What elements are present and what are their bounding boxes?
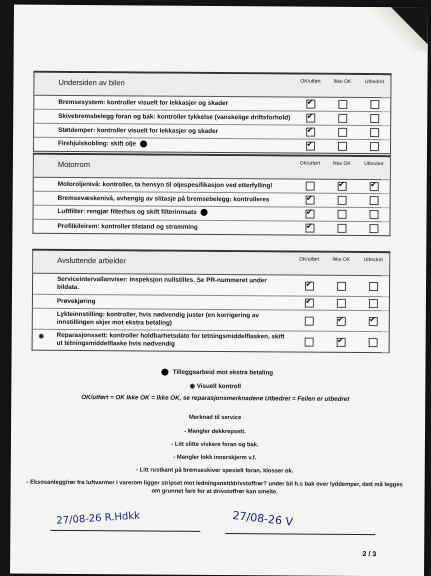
- checkbox-notok[interactable]: [336, 299, 345, 308]
- section-title: Avsluttende arbeider: [57, 255, 126, 266]
- checkbox-ok[interactable]: [306, 128, 315, 137]
- item-text: Støtdemper: kontroller visuelt for lekkasjer og skader: [58, 126, 219, 135]
- column-header-notok: Ikke OK: [333, 78, 352, 85]
- checkbox-cell: [293, 224, 325, 233]
- checkbox-cell: [357, 299, 389, 308]
- section-title: Undersiden av bilen: [58, 77, 125, 88]
- checkbox-done[interactable]: [369, 282, 378, 291]
- checkbox-cell: [358, 142, 390, 151]
- column-header-notok: Ikke OK: [332, 256, 351, 263]
- checkbox-cell: [294, 128, 326, 137]
- legend-extra: Tilleggsarbeid mot ekstra betaling: [35, 368, 395, 378]
- checkbox-notok[interactable]: [337, 224, 346, 233]
- checkbox-notok[interactable]: [338, 114, 347, 123]
- checkbox-ok[interactable]: [306, 114, 315, 123]
- checklist-row: [33, 274, 389, 297]
- checkbox-notok[interactable]: [336, 337, 345, 346]
- item-text: Prøvekjøring: [56, 297, 96, 305]
- checklist-section: [32, 153, 391, 236]
- checkbox-done[interactable]: [370, 128, 379, 137]
- checklist-item-label: [33, 274, 293, 296]
- checkbox-ok[interactable]: [304, 337, 313, 346]
- checklist-item-label: [33, 309, 293, 331]
- service-document-page: [10, 5, 428, 576]
- column-header-notok: Ikke OK: [332, 160, 351, 167]
- remark-line: - Litt rustkant på bremseskiver spesielt foran, klosser ok.: [136, 467, 294, 475]
- eye-icon: ◉: [189, 382, 197, 390]
- item-text: Bremsevæskenivå, avhengig av slitasje på bremsebelegg: kontrolleres: [57, 194, 270, 203]
- checkbox-cell: [326, 114, 358, 123]
- checkbox-cell: [358, 100, 390, 109]
- checkbox-ok[interactable]: [305, 182, 314, 191]
- checkbox-cell: [358, 196, 390, 205]
- checklist-item-label: [34, 138, 294, 152]
- extra-work-dot-icon: [140, 141, 147, 148]
- checkbox-ok[interactable]: [306, 100, 315, 109]
- checklist-item-label: [34, 206, 294, 220]
- checkbox-cell: [325, 316, 357, 325]
- checkbox-done[interactable]: [368, 338, 377, 347]
- checkbox-cell: [294, 210, 326, 219]
- checkbox-cell: [358, 128, 390, 137]
- checkbox-ok[interactable]: [304, 299, 313, 308]
- remarks-title: Merknad til service: [188, 414, 242, 422]
- item-text: Bremsesystem: kontroller visuelt for lekkasjer og skader: [58, 98, 229, 107]
- checklist-row: [33, 330, 389, 352]
- checklist-item-label: [34, 96, 294, 110]
- checkbox-cell: [293, 281, 325, 290]
- checkbox-cell: [357, 337, 389, 346]
- signature-line-left: [50, 530, 200, 532]
- checkbox-done[interactable]: [369, 210, 378, 219]
- checklist-section: [33, 71, 392, 154]
- checklist-item-label: [34, 178, 294, 192]
- checkbox-cell: [293, 337, 325, 346]
- column-header-done: Utbedret: [363, 257, 383, 264]
- checkbox-cell: [293, 316, 325, 325]
- checkbox-notok[interactable]: [338, 128, 347, 137]
- checkbox-notok[interactable]: [337, 196, 346, 205]
- checklist-row: [33, 220, 389, 235]
- checkbox-notok[interactable]: [337, 281, 346, 290]
- checkbox-done[interactable]: [369, 196, 378, 205]
- page-number: 2 / 3: [362, 551, 377, 559]
- item-text: Profilkileirem: kontroller tilstand og stramming: [57, 222, 198, 231]
- extra-work-dot-icon: [162, 369, 169, 376]
- checkbox-ok[interactable]: [305, 196, 314, 205]
- checkbox-cell: [294, 100, 326, 109]
- checkbox-cell: [358, 114, 390, 123]
- checkbox-cell: [326, 196, 358, 205]
- checkbox-done[interactable]: [368, 299, 377, 308]
- item-text: Serviceintervallanviser: inspeksjon nullstilles. Se PR-nummeret under bildata.: [57, 275, 267, 292]
- checkbox-notok[interactable]: [336, 316, 345, 325]
- checkbox-ok[interactable]: [305, 142, 314, 151]
- item-text: Reparasjonssett: kontroller holdbarhetsdato for tetningsmiddelflasken, skift ut tetningsmiddelflaske hvis nødvendig: [56, 331, 285, 348]
- column-header-done: Utbedret: [364, 161, 384, 168]
- checkbox-cell: [358, 210, 390, 219]
- checkbox-cell: [294, 196, 326, 205]
- checklist-item-label: [34, 192, 294, 206]
- checkbox-cell: [325, 299, 357, 308]
- checkbox-notok[interactable]: [337, 210, 346, 219]
- checklist-row: [34, 138, 390, 153]
- column-header-done: Utbedret: [364, 79, 385, 86]
- checklist-section: [32, 249, 391, 353]
- section-header: [34, 155, 390, 180]
- checklist-row: [33, 309, 389, 332]
- checkbox-ok[interactable]: [304, 316, 313, 325]
- section-header: [34, 73, 390, 98]
- checkbox-done[interactable]: [369, 224, 378, 233]
- checklist-item-label: [33, 220, 293, 234]
- checkbox-cell: [326, 182, 358, 191]
- column-header-ok: OK/utført: [300, 78, 321, 85]
- checkbox-cell: [357, 224, 389, 233]
- checkbox-cell: [326, 210, 358, 219]
- checkbox-ok[interactable]: [305, 224, 314, 233]
- checkbox-done[interactable]: [370, 114, 379, 123]
- checkbox-cell: [326, 142, 358, 151]
- checkbox-done[interactable]: [370, 100, 379, 109]
- section-header: [33, 251, 389, 276]
- column-header-ok: OK/utført: [299, 160, 321, 167]
- item-text: Luftfilter: rengjør filterhus og skift filterinnsats: [57, 208, 197, 217]
- item-text: Firehjulskobling: skift olje: [58, 140, 137, 148]
- eye-icon: ◉: [38, 333, 44, 340]
- checkbox-notok[interactable]: [337, 142, 346, 151]
- legend-codes: OK/utført = OK Ikke OK = Ikke OK, se reparasjonsmerknadene Utbedret = Feilen er utbedret: [81, 394, 350, 403]
- checkbox-cell: [294, 114, 326, 123]
- signature-right: 27/08-26 V: [231, 508, 294, 529]
- checklist-item-label: [33, 295, 293, 309]
- checklist-item-label: [34, 124, 294, 138]
- checkbox-cell: [358, 182, 390, 191]
- checkbox-cell: [357, 316, 389, 325]
- checkbox-cell: [294, 182, 326, 191]
- checkbox-ok[interactable]: [305, 281, 314, 290]
- checkbox-notok[interactable]: [337, 182, 346, 191]
- remark-line: - Eksosanlegg/rør fra luftvarmer i varerom ligger stripset mot ledningsnett/drivstoffrør? under bil h.s bak over lyddemper, dett må legges om grunnet fare for at drivstoffrør kan smelte.: [26, 479, 403, 496]
- item-text: Lykteinnstilling: kontroller, hvis nødvendig juster (en korrigering av innstillingen skjer mot ekstra betaling): [56, 310, 259, 327]
- checklist-item-label: [34, 110, 294, 124]
- checkbox-done[interactable]: [369, 142, 378, 151]
- item-text: Motoroljenivå: kontroller, ta hensyn til oljespesifikasjon ved etterfylling!: [57, 180, 273, 189]
- signature-left: 27/08-26 R.Hdkk: [56, 510, 141, 527]
- checklist-item-label: [33, 330, 293, 352]
- checkbox-cell: [326, 100, 358, 109]
- checkbox-done[interactable]: [368, 317, 377, 326]
- column-header-ok: OK/utført: [299, 256, 320, 263]
- checkbox-cell: [325, 281, 357, 290]
- checkbox-cell: [326, 128, 358, 137]
- folded-corner: [368, 7, 428, 51]
- item-text: Skivebremsbelegg foran og bak: kontroller tykkelse (vanskelige driftsforhold): [58, 112, 291, 121]
- legend-visual: ◉ Visuell kontroll: [189, 382, 242, 391]
- remark-line: - Mangler dekkrepsett.: [184, 428, 246, 436]
- section-title: Motorrom: [57, 159, 91, 170]
- checkbox-cell: [325, 337, 357, 346]
- checkbox-cell: [325, 224, 357, 233]
- checkbox-cell: [294, 142, 326, 151]
- checkbox-cell: [357, 281, 389, 290]
- remark-line: - Mangler lokk innerskjerm v.f.: [173, 454, 257, 462]
- checkbox-cell: [293, 299, 325, 308]
- checkbox-ok[interactable]: [305, 210, 314, 219]
- signature-line-right: [225, 533, 375, 535]
- checkbox-done[interactable]: [369, 182, 378, 191]
- checkbox-notok[interactable]: [338, 100, 347, 109]
- extra-work-dot-icon: [201, 209, 208, 216]
- remark-line: - Litt slitte viskere foran og bak.: [171, 441, 259, 449]
